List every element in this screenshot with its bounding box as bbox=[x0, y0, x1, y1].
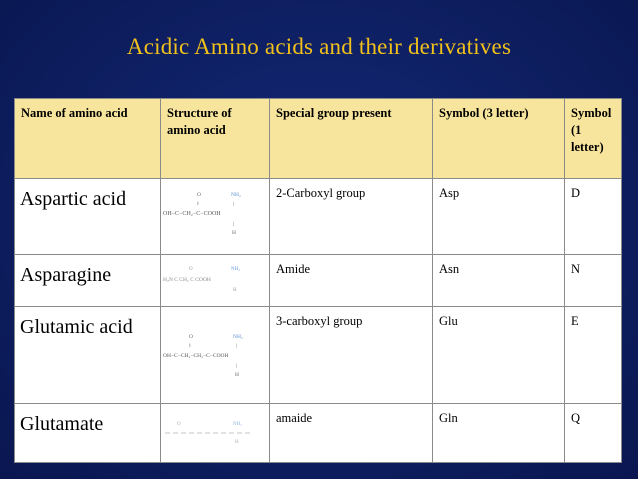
table-row bbox=[15, 179, 622, 255]
special-group: 2-Carboxyl group bbox=[270, 179, 433, 255]
structural-formula-image bbox=[163, 184, 255, 244]
symbol-3-letter: Asp bbox=[433, 179, 565, 255]
svg-text:|: | bbox=[233, 201, 235, 208]
structural-formula-image bbox=[163, 411, 255, 451]
amino-acid-name: Glutamate bbox=[15, 404, 161, 463]
svg-text:‖: ‖ bbox=[189, 342, 191, 349]
amino-acid-name: Glutamic acid bbox=[15, 307, 161, 404]
table-row bbox=[15, 307, 622, 404]
structure-glutamic-acid bbox=[161, 307, 270, 404]
svg-text:H: H bbox=[235, 371, 239, 378]
header-special-group: Special group present bbox=[270, 99, 433, 179]
symbol-1-letter: E bbox=[565, 307, 622, 404]
svg-text:NH₂: NH₂ bbox=[231, 267, 240, 273]
svg-text:NH₂: NH₂ bbox=[233, 421, 242, 427]
symbol-3-letter: Glu bbox=[433, 307, 565, 404]
symbol-1-letter: N bbox=[565, 255, 622, 307]
structural-formula-image bbox=[163, 258, 255, 298]
table-row bbox=[15, 404, 622, 463]
svg-text:O: O bbox=[189, 333, 193, 340]
header-symbol-1: Symbol (1 letter) bbox=[565, 99, 622, 179]
slide-title: Acidic Amino acids and their derivatives bbox=[126, 34, 512, 59]
svg-text:O: O bbox=[197, 192, 201, 199]
structure-formula-text: H₂N C CH₂ C COOH bbox=[163, 277, 211, 284]
structure-glutamate bbox=[161, 404, 270, 463]
svg-text:O: O bbox=[189, 267, 193, 273]
special-group: amaide bbox=[270, 404, 433, 463]
symbol-1-letter: D bbox=[565, 179, 622, 255]
structure-aspartic-acid bbox=[161, 179, 270, 255]
symbol-1-letter: Q bbox=[565, 404, 622, 463]
special-group: Amide bbox=[270, 255, 433, 307]
structure-asparagine bbox=[161, 255, 270, 307]
symbol-3-letter: Asn bbox=[433, 255, 565, 307]
table-header-row bbox=[15, 99, 622, 179]
special-group: 3-carboxyl group bbox=[270, 307, 433, 404]
svg-text:NH₂: NH₂ bbox=[231, 192, 241, 199]
svg-text:|: | bbox=[236, 342, 238, 349]
svg-text:|: | bbox=[236, 362, 238, 369]
structure-formula-text: OH−C−CH₂−C−COOH bbox=[163, 211, 221, 218]
amino-acid-name: Aspartic acid bbox=[15, 179, 161, 255]
svg-text:H: H bbox=[233, 288, 237, 294]
svg-text:|: | bbox=[233, 221, 235, 228]
structure-formula-text: OH−C−CH₂−CH₂−C−COOH bbox=[163, 352, 229, 359]
svg-text:‖: ‖ bbox=[197, 201, 199, 208]
header-name: Name of amino acid bbox=[15, 99, 161, 179]
svg-text:H: H bbox=[235, 439, 239, 445]
header-structure: Structure of amino acid bbox=[161, 99, 270, 179]
structural-formula-image bbox=[163, 318, 255, 388]
svg-text:H: H bbox=[232, 230, 236, 237]
amino-acid-table bbox=[14, 98, 622, 463]
symbol-3-letter: Gln bbox=[433, 404, 565, 463]
table-row bbox=[15, 255, 622, 307]
svg-text:O: O bbox=[177, 421, 181, 427]
svg-text:NH₂: NH₂ bbox=[233, 333, 243, 340]
amino-acid-name: Asparagine bbox=[15, 255, 161, 307]
header-symbol-3: Symbol (3 letter) bbox=[433, 99, 565, 179]
